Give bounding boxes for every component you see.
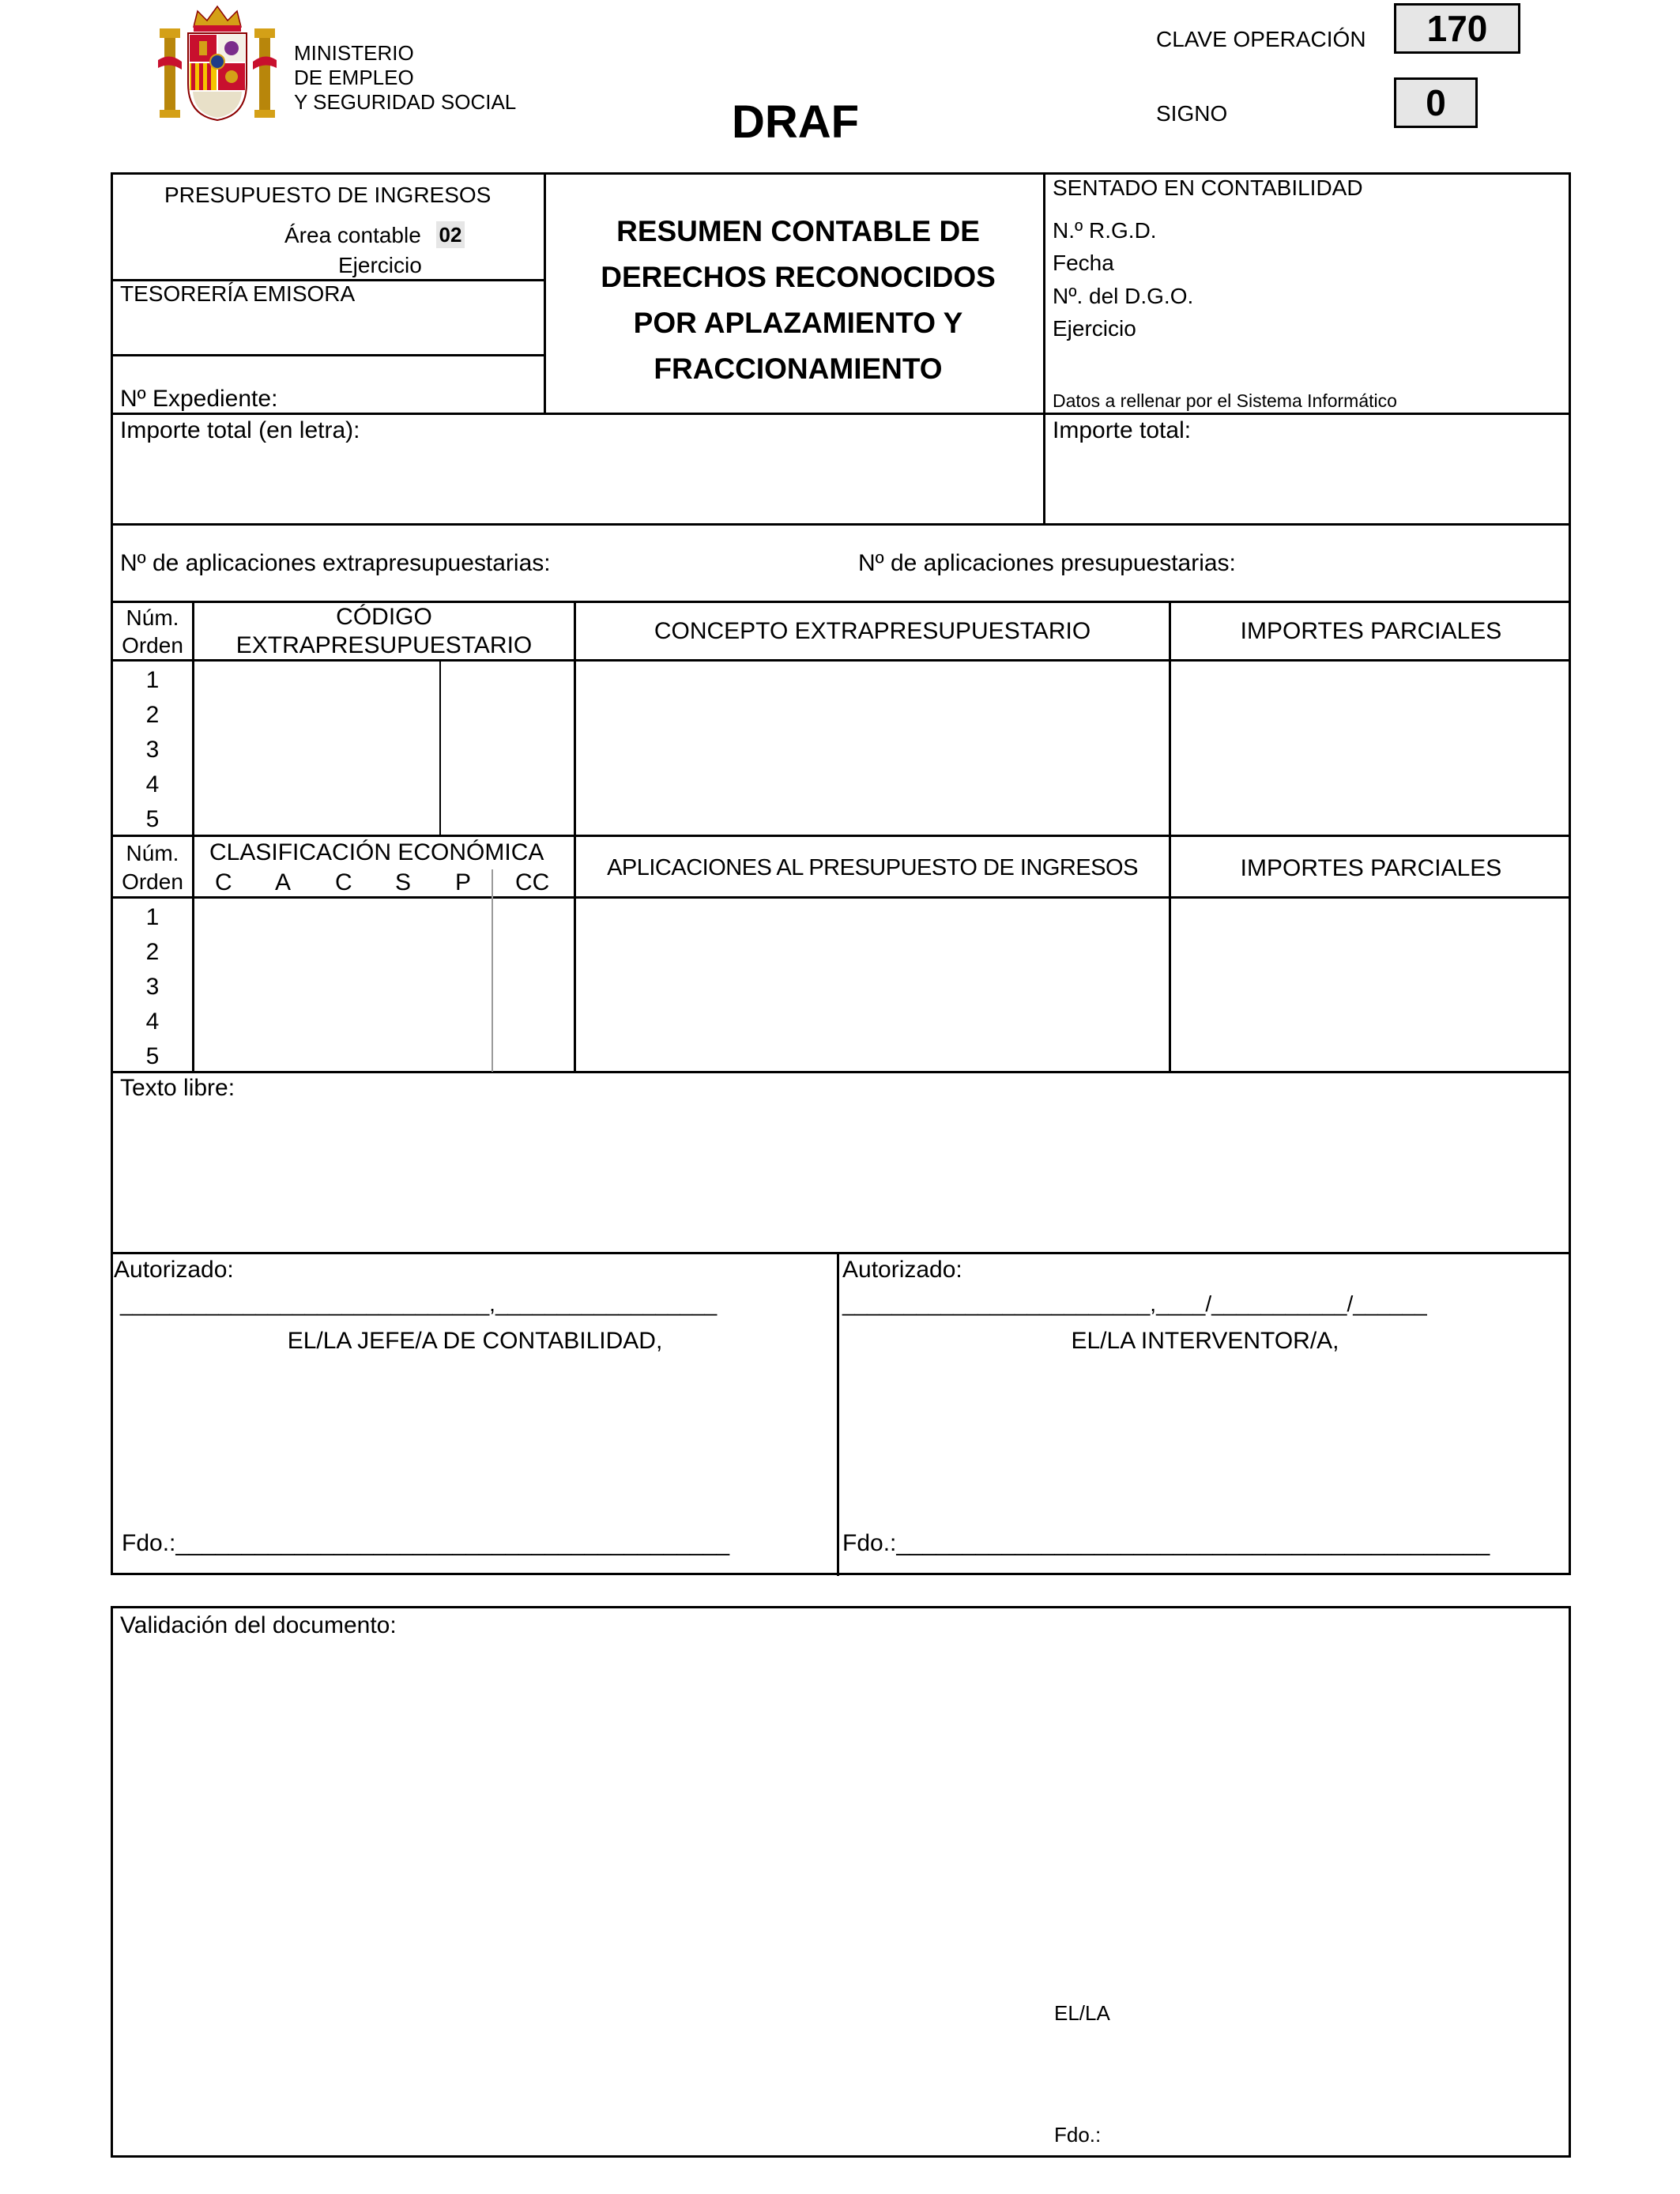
clasif-col-c: C — [215, 869, 232, 895]
presu-num-header-1: Núm. — [126, 841, 179, 865]
divider — [111, 896, 1571, 899]
divider — [111, 835, 1571, 837]
ministry-line-3: Y SEGURIDAD SOCIAL — [294, 90, 517, 114]
title-line-4: FRACCIONAMIENTO — [654, 352, 943, 385]
jefe-contabilidad-label: EL/LA JEFE/A DE CONTABILIDAD, — [287, 1328, 663, 1354]
divider — [439, 659, 441, 835]
divider — [111, 523, 1571, 526]
clave-operacion-value: 170 — [1394, 3, 1520, 54]
aplicaciones-presu-header: APLICACIONES AL PRESUPUESTO DE INGRESOS — [607, 855, 1138, 880]
authorization-line-left[interactable]: ______________________________,__________________ — [120, 1291, 718, 1316]
datos-sistema-note: Datos a rellenar por el Sistema Informático — [1053, 390, 1397, 411]
signo-value: 0 — [1394, 77, 1478, 128]
ejercicio-right-label: Ejercicio — [1053, 316, 1136, 341]
autorizado-left-label: Autorizado: — [114, 1257, 234, 1283]
presu-num-header-2: Orden — [122, 869, 183, 894]
title-line-2: DERECHOS RECONOCIDOS — [601, 261, 996, 293]
area-contable-label: Área contable — [284, 223, 421, 247]
coat-of-arms-logo — [158, 5, 277, 123]
document-code: DRAF — [732, 96, 860, 148]
aplicaciones-extra-label: Nº de aplicaciones extrapresupuestarias: — [120, 550, 551, 576]
area-contable-value-text: 02 — [439, 223, 462, 247]
divider — [837, 1252, 839, 1576]
validation-box — [111, 1606, 1571, 2158]
validacion-ella-label: EL/LA — [1054, 2001, 1110, 2025]
texto-libre-label: Texto libre: — [120, 1075, 235, 1101]
extra-row-number: 5 — [145, 806, 160, 832]
codigo-header-1: CÓDIGO — [336, 604, 432, 630]
importe-letra-label: Importe total (en letra): — [120, 417, 360, 443]
dgo-label: Nº. del D.G.O. — [1053, 284, 1194, 308]
authorization-line-right[interactable]: _________________________,____/___________/______ — [842, 1291, 1427, 1316]
extra-num-header-1: Núm. — [126, 605, 179, 630]
importes-extra-header: IMPORTES PARCIALES — [1240, 618, 1502, 644]
extra-num-header-2: Orden — [122, 633, 183, 658]
extra-row-number: 1 — [145, 667, 160, 693]
ministry-line-2: DE EMPLEO — [294, 66, 414, 89]
area-contable-value[interactable] — [436, 221, 465, 248]
divider — [111, 1071, 1571, 1073]
presu-row-number: 5 — [145, 1043, 160, 1069]
concepto-extra-header: CONCEPTO EXTRAPRESUPUESTARIO — [654, 618, 1091, 644]
divider — [111, 413, 1571, 415]
title-line-3: POR APLAZAMIENTO Y — [633, 307, 963, 339]
ministry-line-1: MINISTERIO — [294, 41, 414, 65]
divider — [574, 601, 576, 1072]
presu-row-number: 3 — [145, 974, 160, 1000]
rgd-label: N.º R.G.D. — [1053, 218, 1157, 243]
divider — [111, 1252, 1571, 1254]
form-title — [545, 209, 1051, 392]
presu-row-number: 2 — [145, 939, 160, 965]
title-line-1: RESUMEN CONTABLE DE — [616, 215, 980, 247]
validacion-fdo-label: Fdo.: — [1054, 2123, 1102, 2147]
tesoreria-label: TESORERÍA EMISORA — [120, 281, 356, 306]
clasif-col-a: A — [275, 869, 292, 895]
presu-row-number: 1 — [145, 904, 160, 930]
divider — [111, 601, 1571, 603]
codigo-header-2: EXTRAPRESUPUESTARIO — [235, 632, 533, 658]
extra-row-number: 4 — [145, 771, 160, 797]
signo-label: SIGNO — [1156, 101, 1228, 126]
fdo-right-signature-line[interactable]: Fdo.:_____________________________________________ — [842, 1530, 1490, 1556]
divider — [192, 601, 194, 1072]
fecha-label: Fecha — [1053, 251, 1114, 275]
expediente-label: Nº Expediente: — [120, 386, 278, 412]
aplicaciones-presu-label: Nº de aplicaciones presupuestarias: — [858, 550, 1236, 576]
presu-row-number: 4 — [145, 1008, 160, 1035]
ejercicio-label: Ejercicio — [338, 253, 422, 277]
clave-operacion-label: CLAVE OPERACIÓN — [1156, 27, 1366, 51]
divider — [111, 659, 1571, 662]
fdo-left-signature-line[interactable]: Fdo.:__________________________________________ — [122, 1530, 730, 1556]
extra-row-number: 2 — [145, 702, 160, 728]
clasif-col-s: S — [395, 869, 412, 895]
importe-total-label: Importe total: — [1053, 417, 1192, 443]
extra-row-number: 3 — [145, 737, 160, 763]
divider — [492, 869, 493, 1072]
sentado-label: SENTADO EN CONTABILIDAD — [1053, 175, 1363, 200]
divider — [1169, 601, 1171, 1072]
presupuesto-label: PRESUPUESTO DE INGRESOS — [164, 183, 492, 207]
clasif-col-p: P — [455, 869, 472, 895]
clasificacion-header: CLASIFICACIÓN ECONÓMICA — [209, 839, 544, 865]
validacion-label: Validación del documento: — [120, 1612, 397, 1638]
clasif-col-c2: C — [335, 869, 352, 895]
autorizado-right-label: Autorizado: — [842, 1257, 962, 1283]
clasif-col-cc: CC — [515, 869, 550, 895]
interventor-label: EL/LA INTERVENTOR/A, — [1071, 1328, 1339, 1354]
divider — [111, 354, 545, 356]
importes-presu-header: IMPORTES PARCIALES — [1240, 855, 1502, 881]
